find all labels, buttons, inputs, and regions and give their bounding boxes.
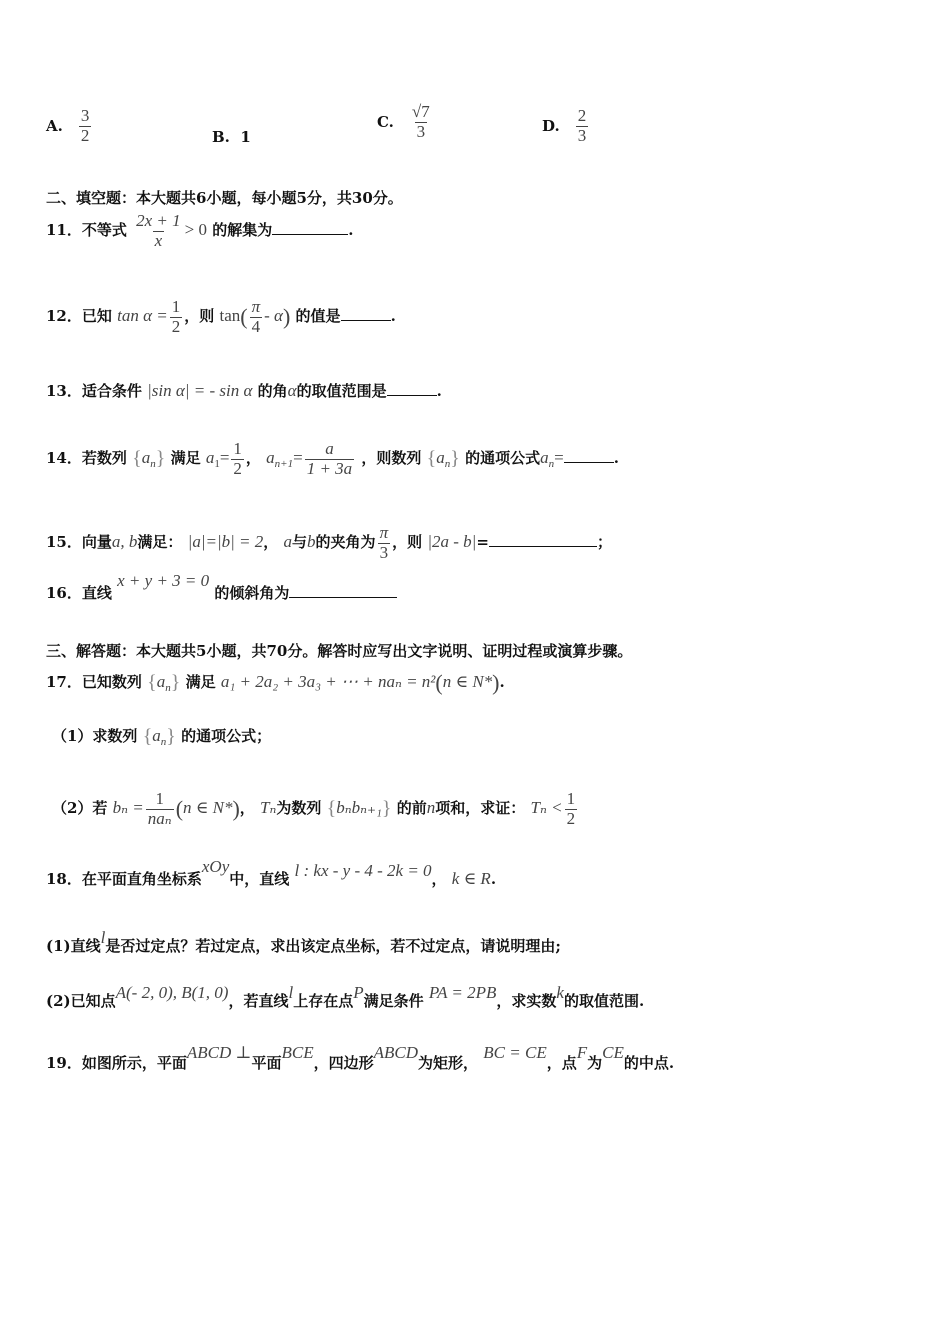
- q13-answer-blank[interactable]: [387, 394, 437, 396]
- q11-answer-blank[interactable]: [272, 233, 348, 235]
- q12-number: 12．: [46, 307, 82, 326]
- question-11: 11．不等式 $\frac{2x + 1}{x}$ > 0 的解集为 .: [46, 211, 354, 250]
- option-d: [542, 107, 590, 145]
- q18-part-2: (2)已知点A(- 2, 0), B(1, 0)，若直线l上存在点P满足条件 PA = 2PB，求实数k的取值范围.: [46, 983, 645, 1010]
- q12-answer-blank[interactable]: [341, 319, 391, 321]
- q11-relation: > 0: [184, 220, 207, 240]
- q17-part-2: （2）若 bₙ = $\frac{1}{\text{naₙ}}$ (n ∈ N*)， Tₙ为数列 {bₙbₙ₊₁} 的前n项和，求证： Tₙ < $\frac{1}{2}$: [52, 789, 576, 828]
- option-b-label: B.: [212, 128, 230, 146]
- q15-answer-blank[interactable]: [489, 545, 597, 547]
- q11-number: 11．: [46, 221, 82, 240]
- question-18: 18．在平面直角坐标系xOy中，直线 l : kx - y - 4 - 2k = 0， k ∈ R.: [46, 857, 497, 888]
- q13-number: 13．: [46, 382, 82, 400]
- option-c: [377, 103, 434, 141]
- q17-part-1: （1）求数列 $\{a_n\}$ 的通项公式；: [52, 725, 272, 748]
- q13-expression: |sin α| = - sin α: [147, 381, 253, 400]
- q18-part-1: (1)直线l是否过定点？若过定点，求出该定点坐标，若不过定点，请说明理由;: [46, 928, 561, 955]
- option-b-value: 1: [240, 128, 251, 146]
- q18-line-equation: l : kx - y - 4 - 2k = 0: [294, 861, 432, 880]
- section-2-heading: 二、填空题：本大题共6小题，每小题5分，共30分。: [46, 189, 403, 207]
- q19-number: 19．: [46, 1054, 82, 1072]
- option-b: [212, 128, 251, 146]
- q16-expression: x + y + 3 = 0: [117, 571, 210, 590]
- option-c-label: C.: [377, 113, 394, 132]
- option-a-fraction: $\frac{3}{2}$: [80, 106, 90, 145]
- option-c-fraction: $\frac{√7}{3}$: [411, 102, 430, 141]
- question-16: 16．直线 x + y + 3 = 0 的倾斜角为: [46, 582, 397, 603]
- q12-pi-fraction: $\frac{\pi}{4}$: [251, 297, 261, 336]
- q11-text2: 的解集为: [212, 221, 273, 240]
- q18-number: 18．: [46, 870, 82, 888]
- q14-recurrence: $\frac{a}{1 + 3a}$: [306, 439, 353, 478]
- q14-number: 14．: [46, 449, 82, 468]
- option-d-fraction: $\frac{2}{3}$: [577, 106, 587, 145]
- q15-expression: |2a - b|: [427, 532, 477, 552]
- q11-text: 不等式: [81, 221, 127, 240]
- q12-fraction: $\frac{1}{2}$: [171, 297, 181, 336]
- q14-answer-blank[interactable]: [564, 461, 614, 463]
- question-19: 19．如图所示，平面ABCD ⊥平面BCE，四边形ABCD为矩形， BC = CE，点F为CE的中点.: [46, 1043, 675, 1072]
- option-a: [46, 107, 93, 145]
- section-3-heading: 三、解答题：本大题共5小题，共70分。解答时应写出文字说明、证明过程或演算步骤。: [46, 642, 633, 660]
- q17-expression: a₁ + 2a₂ + 3a₃ + ⋯ + naₙ = n²: [220, 672, 436, 691]
- q15-condition: |a|=|b| = 2: [187, 532, 264, 552]
- question-12: 12．已知 tan α = $\frac{1}{2}$ ，则 tan( $\frac{\pi}{4}$ - α) 的值是 .: [46, 297, 396, 336]
- option-a-label: A.: [46, 117, 63, 136]
- option-d-label: D.: [542, 117, 560, 136]
- q11-fraction: $\frac{2x + 1}{x}$: [136, 211, 181, 250]
- q16-number: 16．: [46, 584, 82, 602]
- q17-number: 17．: [46, 673, 82, 691]
- question-15: 15．向量a, b满足： |a|=|b| = 2， a与b的夹角为 $\frac{\pi}{3}$ ，则 |2a - b|= ；: [46, 523, 612, 562]
- question-13: 13．适合条件 |sin α| = - sin α 的角α的取值范围是 .: [46, 381, 442, 400]
- q15-number: 15．: [46, 533, 82, 552]
- q16-answer-blank[interactable]: [289, 596, 397, 598]
- q12-tan: tan α =: [117, 306, 168, 326]
- question-14: 14．若数列 $\{a_n\}$ 满足 $a_1=$ $\frac{1}{2}$ ， $a_{n+1}=$ $\frac{a}{1 + 3a}$ ，则数列 $\{a_n\}$ 的通项公式$a_n=$ .: [46, 439, 619, 478]
- question-17: 17．已知数列 $\{a_n\}$ 满足 a₁ + 2a₂ + 3a₃ + ⋯ + naₙ = n²(n ∈ N*).: [46, 670, 505, 695]
